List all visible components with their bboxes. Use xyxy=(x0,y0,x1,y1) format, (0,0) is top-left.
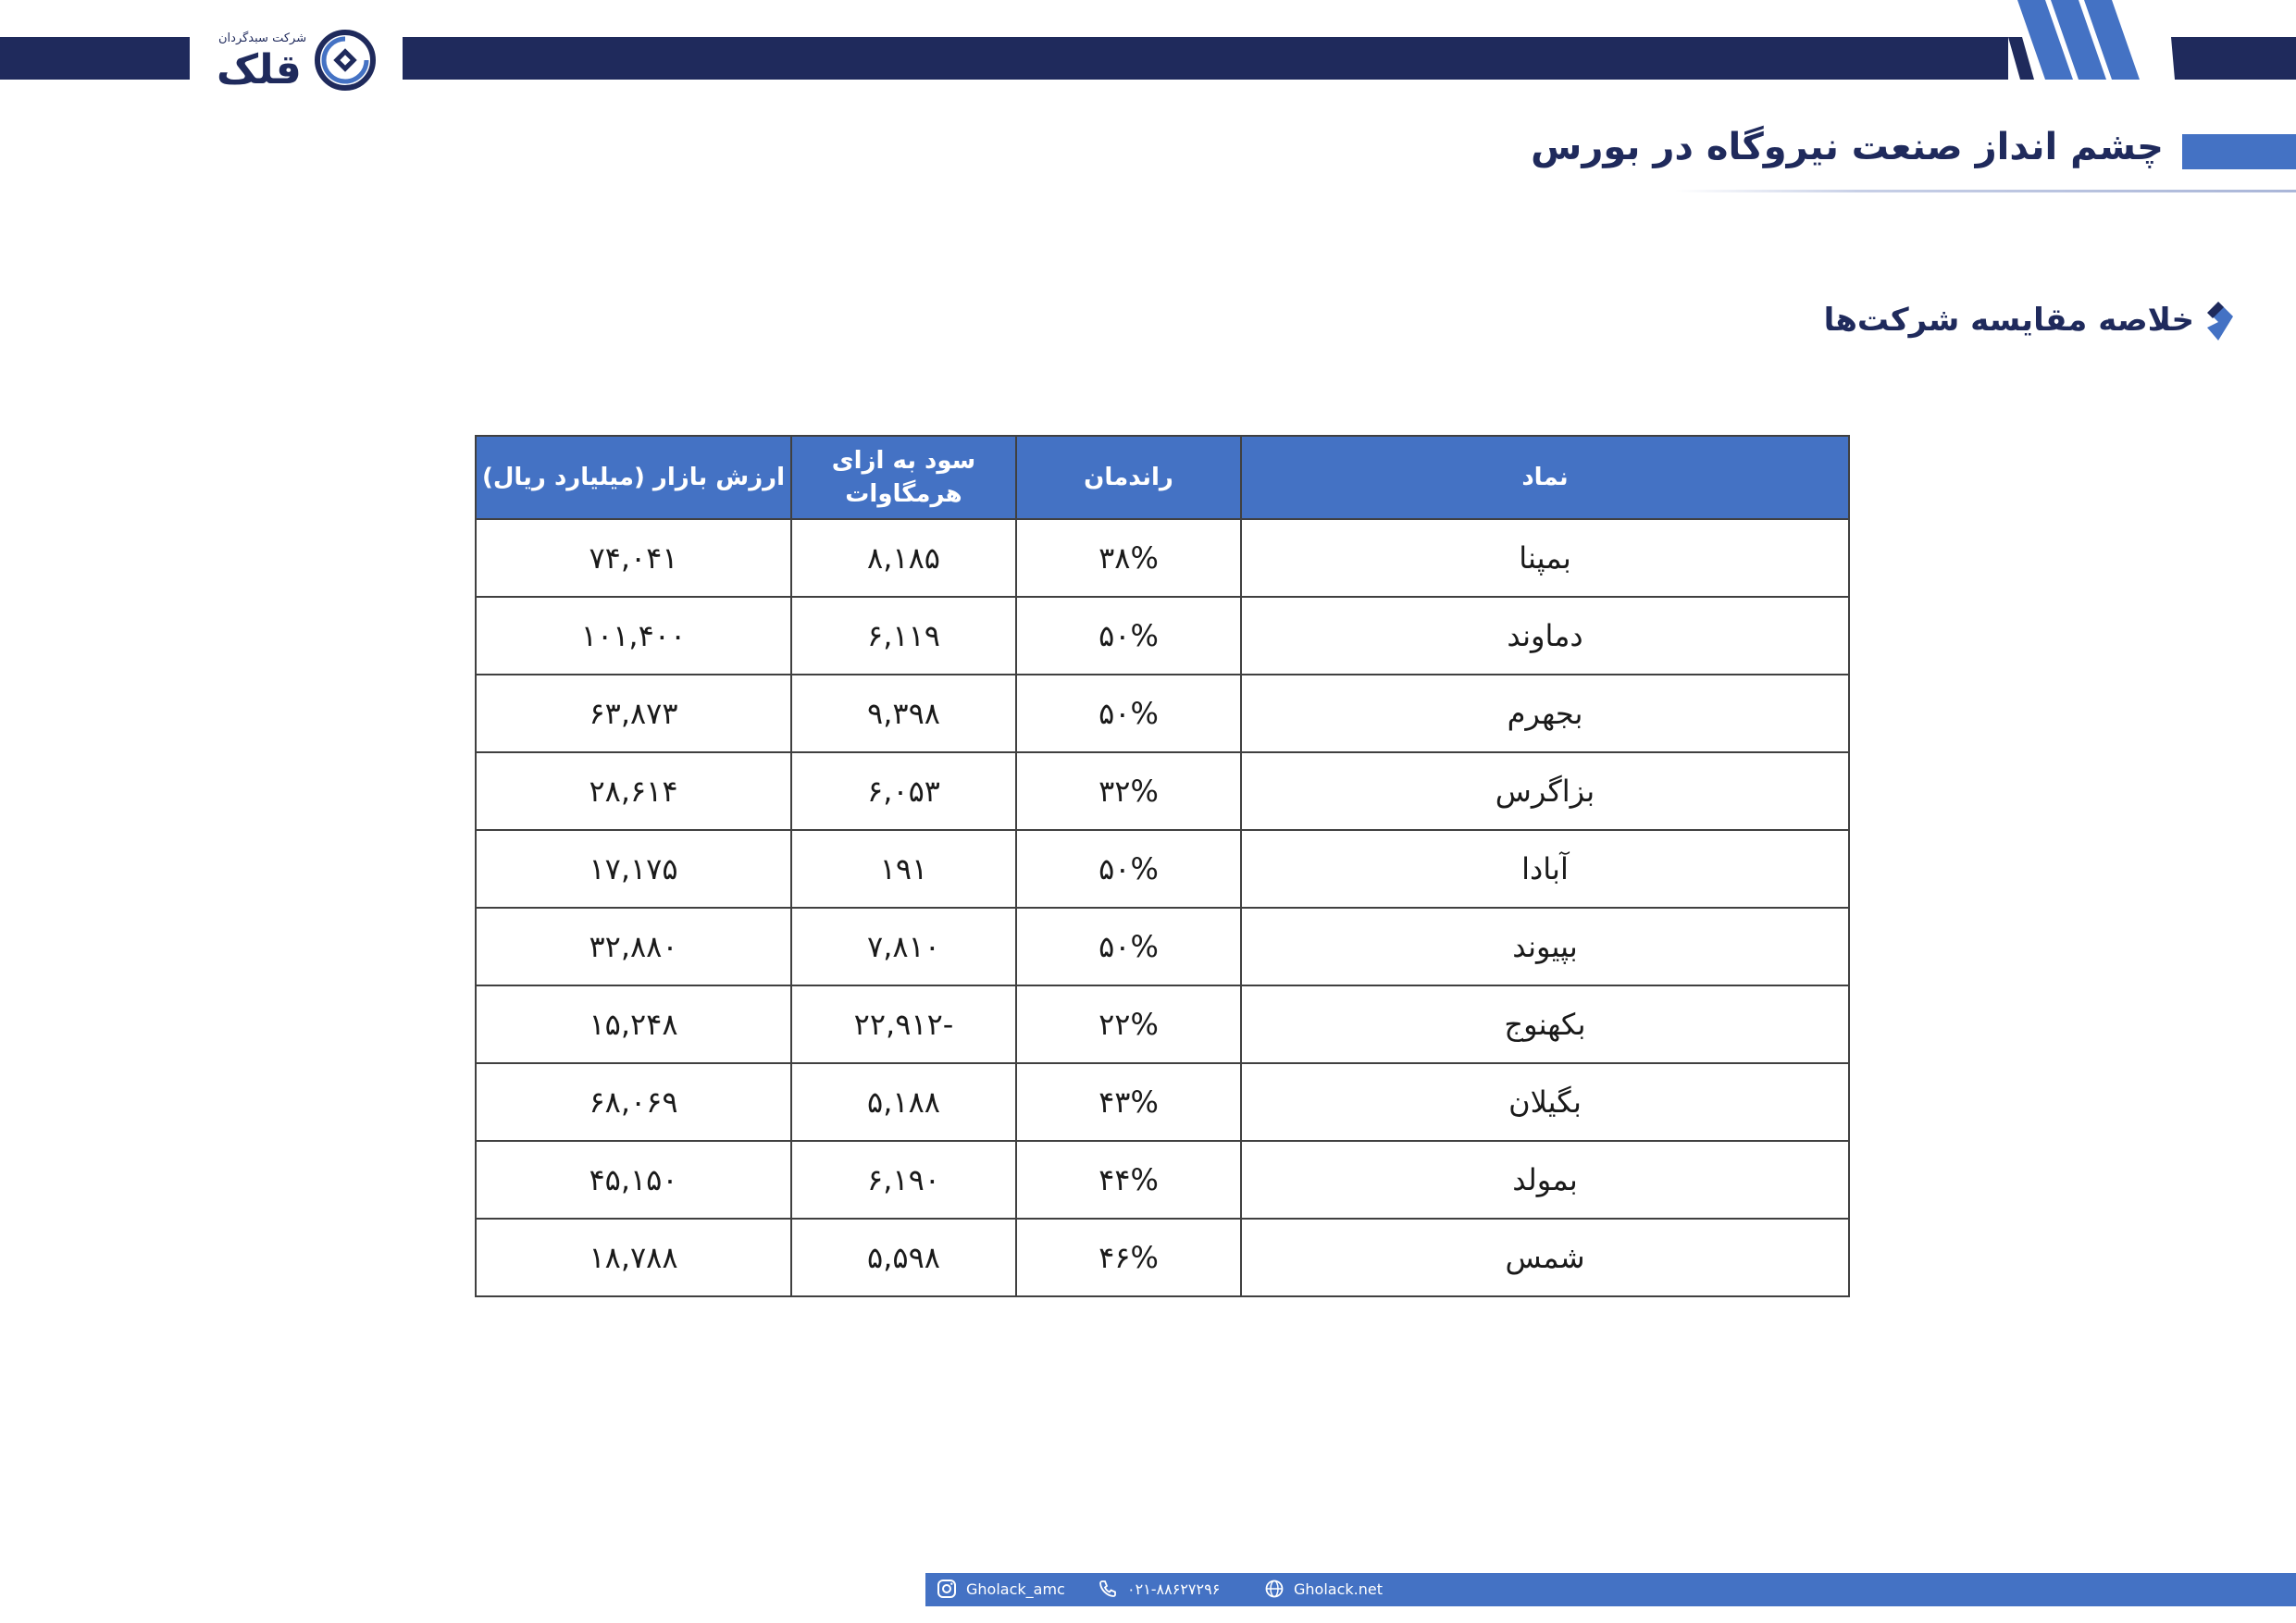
cell-efficiency: ۲۲% xyxy=(1016,985,1241,1063)
cell-market-value: ۲۸,۶۱۴ xyxy=(476,752,791,830)
cell-market-value: ۱۰۱,۴۰۰ xyxy=(476,597,791,675)
cell-efficiency: ۵۰% xyxy=(1016,597,1241,675)
footer-phone[interactable] xyxy=(1098,1579,1220,1599)
top-bar-main xyxy=(403,37,2008,80)
header-profit xyxy=(791,436,1016,519)
table-row xyxy=(476,830,1849,908)
table-header-row xyxy=(476,436,1849,519)
section-title: خلاصه مقایسه شرکت‌ها xyxy=(1823,302,2194,339)
cell-symbol: بگیلان xyxy=(1241,1063,1849,1141)
cell-symbol: آبادا xyxy=(1241,830,1849,908)
cell-symbol: دماوند xyxy=(1241,597,1849,675)
top-bar-right xyxy=(2175,37,2296,80)
cell-profit: ۶,۱۹۰ xyxy=(791,1141,1016,1219)
table-row xyxy=(476,675,1849,752)
cell-profit: ۵,۱۸۸ xyxy=(791,1063,1016,1141)
table-row xyxy=(476,908,1849,985)
table-row xyxy=(476,1063,1849,1141)
cell-profit: ۱۹۱ xyxy=(791,830,1016,908)
comparison-table xyxy=(475,435,1850,1297)
cell-market-value: ۶۸,۰۶۹ xyxy=(476,1063,791,1141)
cell-profit: -۲۲,۹۱۲ xyxy=(791,985,1016,1063)
logo-name: قلک xyxy=(217,46,302,93)
title-underline xyxy=(1675,190,2296,192)
header-symbol: نماد xyxy=(1241,436,1849,519)
cell-profit: ۷,۸۱۰ xyxy=(791,908,1016,985)
cell-symbol: بمپنا xyxy=(1241,519,1849,597)
cell-profit: ۵,۵۹۸ xyxy=(791,1219,1016,1296)
header-profit-line1: سود به ازای xyxy=(831,447,976,475)
cell-profit: ۹,۳۹۸ xyxy=(791,675,1016,752)
page-title: چشم انداز صنعت نیروگاه در بورس xyxy=(1531,126,2164,168)
cell-market-value: ۶۳,۸۷۳ xyxy=(476,675,791,752)
cell-market-value: ۱۷,۱۷۵ xyxy=(476,830,791,908)
table-row xyxy=(476,985,1849,1063)
cell-symbol: بجهرم xyxy=(1241,675,1849,752)
header-efficiency: راندمان xyxy=(1016,436,1241,519)
cell-market-value: ۳۲,۸۸۰ xyxy=(476,908,791,985)
table-row xyxy=(476,752,1849,830)
cell-market-value: ۱۵,۲۴۸ xyxy=(476,985,791,1063)
table-row xyxy=(476,1219,1849,1296)
diamond-bullet-icon xyxy=(2203,302,2233,341)
footer-website[interactable] xyxy=(1264,1579,1383,1599)
header-market-value: ارزش بازار (میلیارد ریال) xyxy=(476,436,791,519)
phone-number: ۰۲۱-۸۸۶۲۷۲۹۶ xyxy=(1127,1580,1221,1598)
table-row xyxy=(476,1141,1849,1219)
cell-market-value: ۴۵,۱۵۰ xyxy=(476,1141,791,1219)
phone-icon xyxy=(1098,1579,1118,1599)
cell-efficiency: ۵۰% xyxy=(1016,675,1241,752)
table-row xyxy=(476,597,1849,675)
cell-market-value: ۷۴,۰۴۱ xyxy=(476,519,791,597)
cell-efficiency: ۴۳% xyxy=(1016,1063,1241,1141)
cell-symbol: بپیوند xyxy=(1241,908,1849,985)
logo-subtitle: شرکت سبدگردان xyxy=(218,31,307,45)
cell-efficiency: ۳۲% xyxy=(1016,752,1241,830)
logo-emblem-icon xyxy=(315,30,376,91)
footer-instagram[interactable] xyxy=(937,1579,1065,1599)
cell-efficiency: ۴۶% xyxy=(1016,1219,1241,1296)
cell-symbol: شمس xyxy=(1241,1219,1849,1296)
cell-efficiency: ۳۸% xyxy=(1016,519,1241,597)
cell-market-value: ۱۸,۷۸۸ xyxy=(476,1219,791,1296)
cell-profit: ۶,۰۵۳ xyxy=(791,752,1016,830)
cell-profit: ۸,۱۸۵ xyxy=(791,519,1016,597)
cell-efficiency: ۴۴% xyxy=(1016,1141,1241,1219)
instagram-icon xyxy=(937,1579,957,1599)
table-row xyxy=(476,519,1849,597)
cell-symbol: بزاگرس xyxy=(1241,752,1849,830)
cell-profit: ۶,۱۱۹ xyxy=(791,597,1016,675)
cell-symbol: بکهنوج xyxy=(1241,985,1849,1063)
header-profit-line2: هرمگاوات xyxy=(845,480,962,508)
cell-efficiency: ۵۰% xyxy=(1016,908,1241,985)
title-accent-block xyxy=(2182,134,2296,169)
decorative-stripes xyxy=(2008,0,2175,80)
cell-efficiency: ۵۰% xyxy=(1016,830,1241,908)
instagram-handle: Gholack_amc xyxy=(966,1580,1065,1598)
website-url: Gholack.net xyxy=(1294,1580,1383,1598)
cell-symbol: بمولد xyxy=(1241,1141,1849,1219)
top-bar-left xyxy=(0,37,190,80)
globe-icon xyxy=(1264,1579,1285,1599)
